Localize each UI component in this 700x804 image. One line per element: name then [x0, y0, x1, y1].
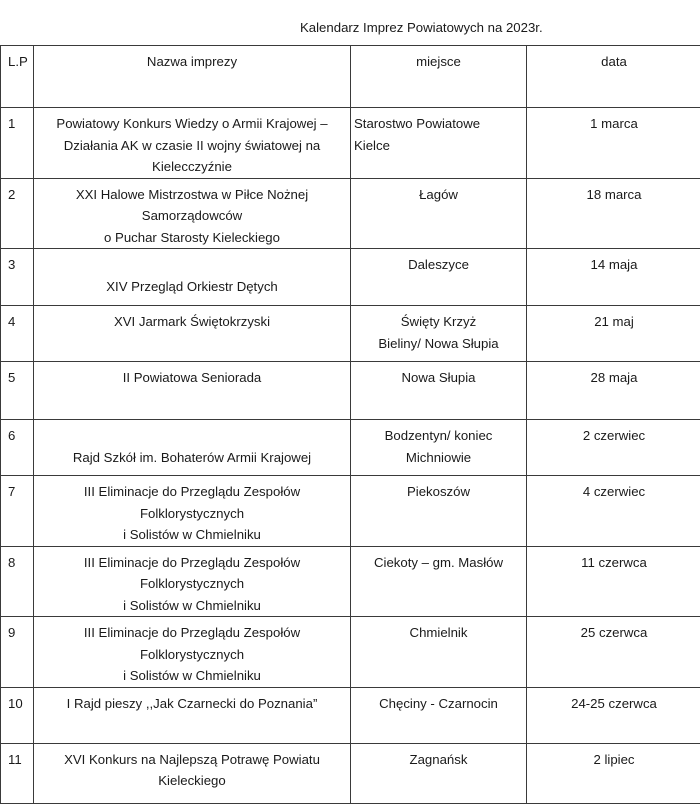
event-name-line: Powiatowy Konkurs Wiedzy o Armii Krajowej – — [37, 113, 347, 135]
table-row — [1, 687, 700, 743]
cell-place — [351, 743, 527, 803]
place-line: Chęciny - Czarnocin — [354, 693, 523, 715]
cell-event-name — [34, 108, 351, 179]
event-name-line: III Eliminacje do Przeglądu Zespołów — [37, 552, 347, 574]
event-name-line: i Solistów w Chmielniku — [37, 524, 347, 546]
table-row — [1, 420, 700, 476]
event-name-line: Folklorystycznych — [37, 644, 347, 666]
cell-event-name — [34, 617, 351, 688]
cell-event-name — [34, 743, 351, 803]
table-row — [1, 476, 700, 547]
place-line: Bodzentyn/ koniec — [354, 425, 523, 447]
event-name-line: Kieleckiego — [37, 770, 347, 792]
cell-lp: 1 — [1, 108, 34, 179]
header-place: miejsce — [351, 46, 527, 108]
table-row — [1, 178, 700, 249]
cell-event-name — [34, 687, 351, 743]
table-row — [1, 249, 700, 306]
event-name-line: III Eliminacje do Przeglądu Zespołów — [37, 622, 347, 644]
place-line: Piekoszów — [354, 481, 523, 503]
table-row — [1, 108, 700, 179]
cell-event-name — [34, 178, 351, 249]
event-name-line: XIV Przegląd Orkiestr Dętych — [37, 276, 347, 298]
cell-lp: 5 — [1, 362, 34, 420]
cell-date: 1 marca — [527, 108, 700, 179]
event-name-line: XVI Jarmark Świętokrzyski — [37, 311, 347, 333]
place-line: Daleszyce — [354, 254, 523, 276]
place-line: Kielce — [354, 135, 523, 157]
cell-lp: 2 — [1, 178, 34, 249]
cell-event-name — [34, 362, 351, 420]
cell-date: 21 maj — [527, 306, 700, 362]
cell-place — [351, 687, 527, 743]
header-date: data — [527, 46, 700, 108]
event-name-line: II Powiatowa Seniorada — [37, 367, 347, 389]
cell-date: 2 lipiec — [527, 743, 700, 803]
cell-date: 18 marca — [527, 178, 700, 249]
event-name-line: i Solistów w Chmielniku — [37, 665, 347, 687]
place-line: Łagów — [354, 184, 523, 206]
cell-date: 28 maja — [527, 362, 700, 420]
cell-event-name — [34, 546, 351, 617]
events-table — [0, 45, 700, 804]
event-name-line: Działania AK w czasie II wojny światowej na — [37, 135, 347, 157]
table-row — [1, 362, 700, 420]
event-name-line: Kielecczyźnie — [37, 156, 347, 178]
event-name-line: Folklorystycznych — [37, 573, 347, 595]
place-line: Michniowie — [354, 447, 523, 469]
cell-date: 4 czerwiec — [527, 476, 700, 547]
event-name-line: III Eliminacje do Przeglądu Zespołów — [37, 481, 347, 503]
table-row — [1, 546, 700, 617]
header-name: Nazwa imprezy — [34, 46, 351, 108]
table-row — [1, 617, 700, 688]
cell-lp: 6 — [1, 420, 34, 476]
place-line: Nowa Słupia — [354, 367, 523, 389]
cell-date: 14 maja — [527, 249, 700, 306]
event-name-line: Folklorystycznych — [37, 503, 347, 525]
cell-lp: 8 — [1, 546, 34, 617]
event-name-line — [37, 425, 347, 447]
cell-date: 24-25 czerwca — [527, 687, 700, 743]
cell-lp: 3 — [1, 249, 34, 306]
cell-place — [351, 249, 527, 306]
page-title: Kalendarz Imprez Powiatowych na 2023r. — [300, 18, 600, 38]
cell-place — [351, 420, 527, 476]
cell-place — [351, 476, 527, 547]
cell-place — [351, 306, 527, 362]
table-header-row — [1, 46, 700, 108]
event-name-line: I Rajd pieszy ,,Jak Czarnecki do Poznania” — [37, 693, 347, 715]
event-name-line: Samorządowców — [37, 205, 347, 227]
cell-place — [351, 178, 527, 249]
event-name-line — [37, 254, 347, 276]
cell-date: 11 czerwca — [527, 546, 700, 617]
header-lp: L.P — [1, 46, 34, 108]
cell-place — [351, 546, 527, 617]
cell-event-name — [34, 420, 351, 476]
cell-lp: 4 — [1, 306, 34, 362]
event-name-line: Rajd Szkół im. Bohaterów Armii Krajowej — [37, 447, 347, 469]
event-name-line: XVI Konkurs na Najlepszą Potrawę Powiatu — [37, 749, 347, 771]
place-line: Chmielnik — [354, 622, 523, 644]
place-line: Bieliny/ Nowa Słupia — [354, 333, 523, 355]
event-name-line: XXI Halowe Mistrzostwa w Piłce Nożnej — [37, 184, 347, 206]
table-row — [1, 306, 700, 362]
cell-event-name — [34, 249, 351, 306]
place-line: Zagnańsk — [354, 749, 523, 771]
table-row — [1, 743, 700, 803]
cell-place — [351, 617, 527, 688]
cell-place — [351, 108, 527, 179]
cell-event-name — [34, 476, 351, 547]
place-line: Ciekoty – gm. Masłów — [354, 552, 523, 574]
place-line: Święty Krzyż — [354, 311, 523, 333]
place-line: Starostwo Powiatowe — [354, 113, 523, 135]
event-name-line: i Solistów w Chmielniku — [37, 595, 347, 617]
cell-date: 25 czerwca — [527, 617, 700, 688]
event-name-line: o Puchar Starosty Kieleckiego — [37, 227, 347, 249]
cell-lp: 7 — [1, 476, 34, 547]
cell-lp: 11 — [1, 743, 34, 803]
cell-lp: 9 — [1, 617, 34, 688]
cell-event-name — [34, 306, 351, 362]
cell-place — [351, 362, 527, 420]
cell-date: 2 czerwiec — [527, 420, 700, 476]
cell-lp: 10 — [1, 687, 34, 743]
